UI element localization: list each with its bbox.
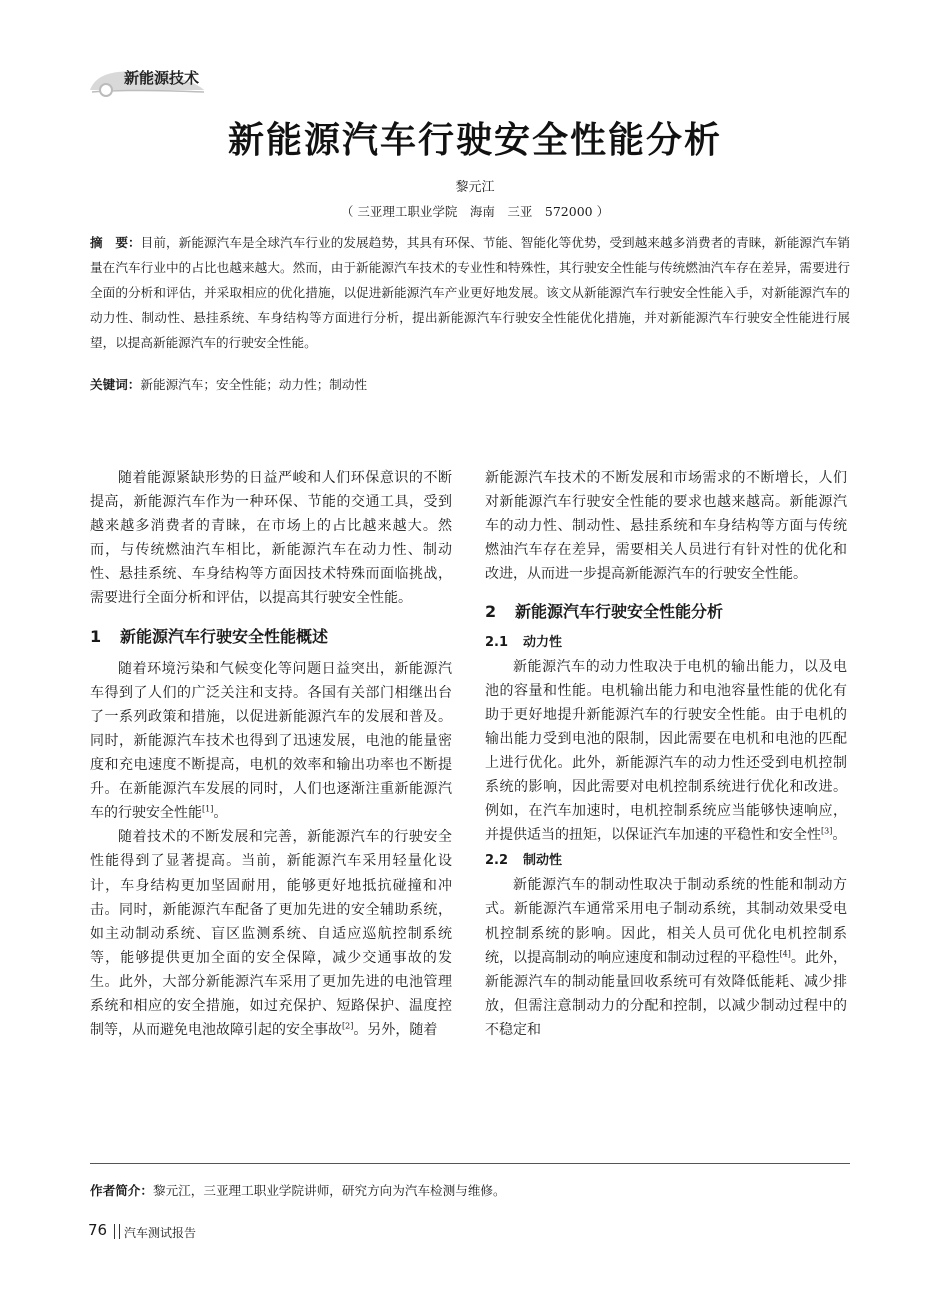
author-bio-footnote (90, 1180, 850, 1199)
section-2-number: 2 (485, 602, 497, 622)
paragraph-text: 。 (213, 805, 228, 822)
continued-paragraph: 新能源汽车技术的不断发展和市场需求的不断增长，人们对新能源汽车行驶安全性能的要求也越来越高。新能源汽车的动力性、制动性、悬挂系统和车身结构等方面与传统燃油汽车存在差异，需要相关人员进行有针对性的优化和改进，从而进一步提高新能源汽车的行驶安全性能。 (485, 470, 847, 583)
subsection-2-1-title: 动力性 (523, 634, 563, 650)
section-2-heading (485, 600, 847, 624)
footer-divider (114, 1224, 120, 1239)
footnote-label: 作者简介： (90, 1183, 153, 1198)
subsection-2-2-heading (485, 851, 847, 871)
section-label: 新能源技术 (124, 69, 200, 87)
abstract-text: 目前，新能源汽车是全球汽车行业的发展趋势，其具有环保、节能、智能化等优势，受到越来越多消费者的青睐，新能源汽车销量在汽车行业中的占比也越来越大。然而，由于新能源汽车技术的专业性和特殊性，其行驶安全性能与传统燃油汽车存在差异，需要进行全面的分析和评估，并采取相应的优化措施，以促进新能源汽车产业更好地发展。该文从新能源汽车行驶安全性能入手，对新能源汽车的动力性、制动性、悬挂系统、车身结构等方面进行分析，提出新能源汽车行驶安全性能优化措施，并对新能源汽车行驶安全性能进行展望，以提高新能源汽车的行驶安全性能。 (90, 235, 851, 350)
subsection-2-1-paragraph (485, 655, 847, 848)
paragraph-text: 。另外，随着 (353, 1022, 438, 1039)
article-title: 新能源汽车行驶安全性能分析 (227, 120, 722, 161)
keywords (90, 375, 850, 395)
page-number: 76 (88, 1221, 108, 1239)
left-column (90, 466, 452, 1042)
right-column (485, 466, 847, 1042)
section-1-heading (90, 625, 452, 649)
author-affiliation: （ 三亚理工职业学院 海南 三亚 572000 ） (340, 204, 610, 219)
section-1-paragraph-2 (90, 825, 452, 1042)
keywords-label: 关键词： (90, 377, 141, 392)
subsection-2-2-number: 2.2 (485, 853, 509, 869)
citation-ref: [2] (342, 1021, 354, 1031)
subsection-2-1-number: 2.1 (485, 634, 509, 650)
journal-name: 汽车测试报告 (124, 1226, 197, 1240)
section-header (88, 60, 258, 100)
paragraph-text: 新能源汽车的制动性取决于制动系统的性能和制动方式。新能源汽车通常采用电子制动系统，其制动效果受电机控制系统的影响。因此，相关人员可优化电机控制系统，以提高制动的响应速度和制动过程的平稳性 (485, 877, 847, 966)
section-1-title: 新能源汽车行驶安全性能概述 (120, 626, 329, 646)
paragraph-text: 。此外，新能源汽车的制动能量回收系统可有效降低能耗、减少排放，但需注意制动力的分配和控制，以减少制动过程中的不稳定和 (485, 949, 848, 1038)
section-1-number: 1 (90, 626, 102, 646)
subsection-2-1-heading (485, 633, 847, 653)
paragraph-text: 。 (832, 827, 847, 844)
abstract (90, 230, 850, 355)
author-name: 黎元江 (455, 180, 495, 195)
section-1-paragraph-1 (90, 657, 452, 826)
intro-paragraph: 随着能源紧缺形势的日益严峻和人们环保意识的不断提高，新能源汽车作为一种环保、节能的交通工具，受到越来越多消费者的青睐，在市场上的占比越来越大。然而，与传统燃油汽车相比，新能源汽车在动力性、制动性、悬挂系统、车身结构等方面因技术特殊而面临挑战，需要进行全面分析和评估，以提高其行驶安全性能。 (90, 470, 452, 607)
subsection-2-2-title: 制动性 (523, 853, 563, 869)
footnote-text: 黎元江，三亚理工职业学院讲师，研究方向为汽车检测与维修。 (152, 1183, 506, 1198)
citation-ref: [4] (779, 948, 791, 958)
subsection-2-2-paragraph (485, 873, 847, 1042)
paragraph-text: 随着技术的不断发展和完善，新能源汽车的行驶安全性能得到了显著提高。当前，新能源汽车采用轻量化设计，车身结构更加坚固耐用，能够更好地抵抗碰撞和冲击。同时，新能源汽车配备了更加先进的安全辅助系统，如主动制动系统、盲区监测系统、自适应巡航控制系统等，能够提供更加全面的安全保障，减少交通事故的发生。此外，大部分新能源汽车采用了更加先进的电池管理系统和相应的安全措施，如过充保护、短路保护、温度控制等，从而避免电池故障引起的安全事故 (90, 829, 452, 1039)
footnote-divider (90, 1163, 850, 1164)
section-2-title: 新能源汽车行驶安全性能分析 (515, 602, 724, 622)
paragraph-text: 随着环境污染和气候变化等问题日益突出，新能源汽车得到了人们的广泛关注和支持。各国有关部门相继出台了一系列政策和措施，以促进新能源汽车的发展和普及。同时，新能源汽车技术也得到了迅速发展，电池的能量密度和充电速度不断提高，电机的效率和输出功率也不断提升。在新能源汽车发展的同时，人们也逐渐注重新能源汽车的行驶安全性能 (90, 660, 452, 822)
paragraph-text: 新能源汽车的动力性取决于电机的输出能力，以及电池的容量和性能。电机输出能力和电池容量性能的优化有助于更好地提升新能源汽车的行驶安全性能。由于电机的输出能力受到电池的限制，因此需要在电机和电池的匹配上进行优化。此外，新能源汽车的动力性还受到电机控制系统的影响，因此需要对电机控制系统进行优化和改进。例如，在汽车加速时，电机控制系统应当能够快速响应，并提供适当的扭矩，以保证汽车加速的平稳性和安全性 (485, 658, 847, 844)
keywords-text: 新能源汽车；安全性能；动力性；制动性 (140, 377, 368, 392)
citation-ref: [1] (202, 804, 214, 814)
abstract-label: 摘 要： (90, 235, 141, 250)
citation-ref: [3] (821, 826, 833, 836)
